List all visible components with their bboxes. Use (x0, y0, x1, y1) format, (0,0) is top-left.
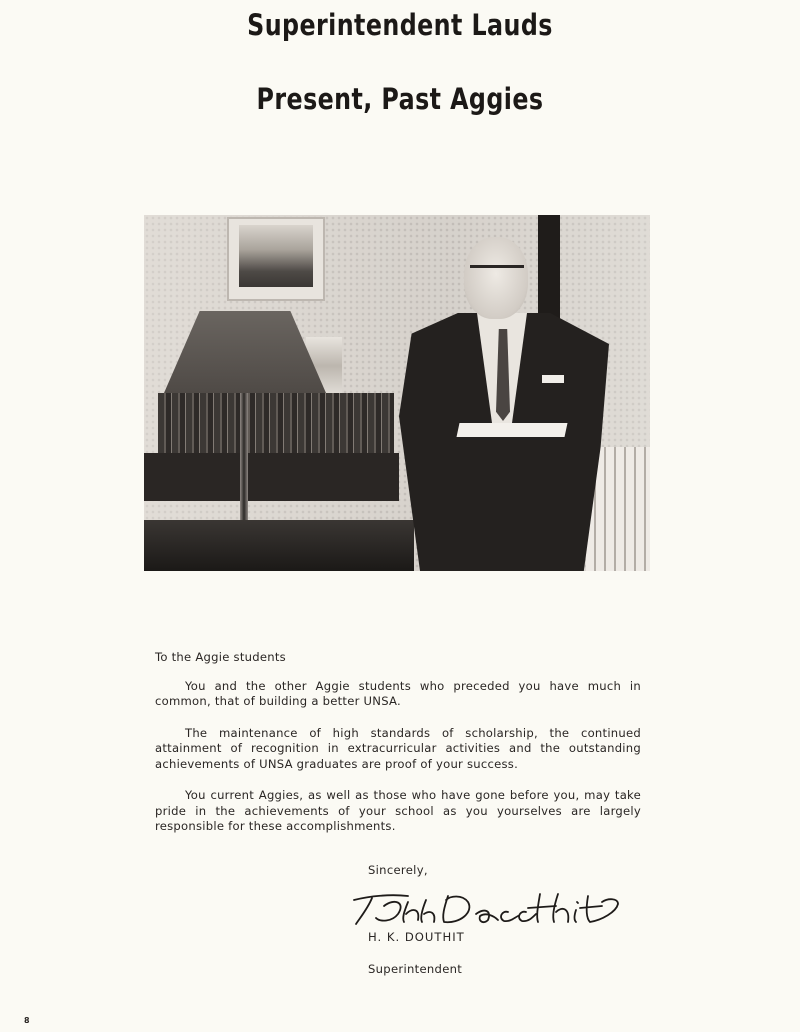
superintendent-photo (144, 215, 650, 571)
letter-paragraph-3: You current Aggies, as well as those who have gone before you, may take pride in the achievements of your school as you yourselves are largely responsible for these accomplishments. (155, 788, 641, 833)
eyeglasses (470, 265, 524, 280)
bookshelf (144, 453, 399, 501)
page-number: 8 (24, 1016, 30, 1025)
name-tag (542, 375, 564, 383)
handwritten-signature-icon (350, 888, 622, 932)
letter-paragraph-2: The maintenance of high standards of scholarship, the continued attainment of recognition in extracurricular activities and the outstanding achievements of UNSA graduates are proof of your success. (155, 725, 641, 771)
signer-name: H. K. DOUTHIT (368, 930, 465, 944)
framed-artwork (239, 225, 313, 287)
headline-line-2: Present, Past Aggies (256, 82, 544, 116)
wall-picture-frame (227, 217, 325, 301)
letter-body (155, 650, 641, 851)
held-papers (457, 423, 568, 437)
door-frame (538, 215, 560, 323)
desk (144, 520, 414, 571)
letter-paragraph-1: You and the other Aggie students who preceded you have much in common, that of building a better UNSA. (155, 678, 641, 708)
headline-line-1: Superintendent Lauds (247, 8, 553, 42)
book-row (158, 393, 394, 455)
signer-title: Superintendent (368, 962, 463, 976)
letter-closing: Sincerely, (368, 863, 428, 877)
letter-salutation: To the Aggie students (155, 650, 286, 664)
